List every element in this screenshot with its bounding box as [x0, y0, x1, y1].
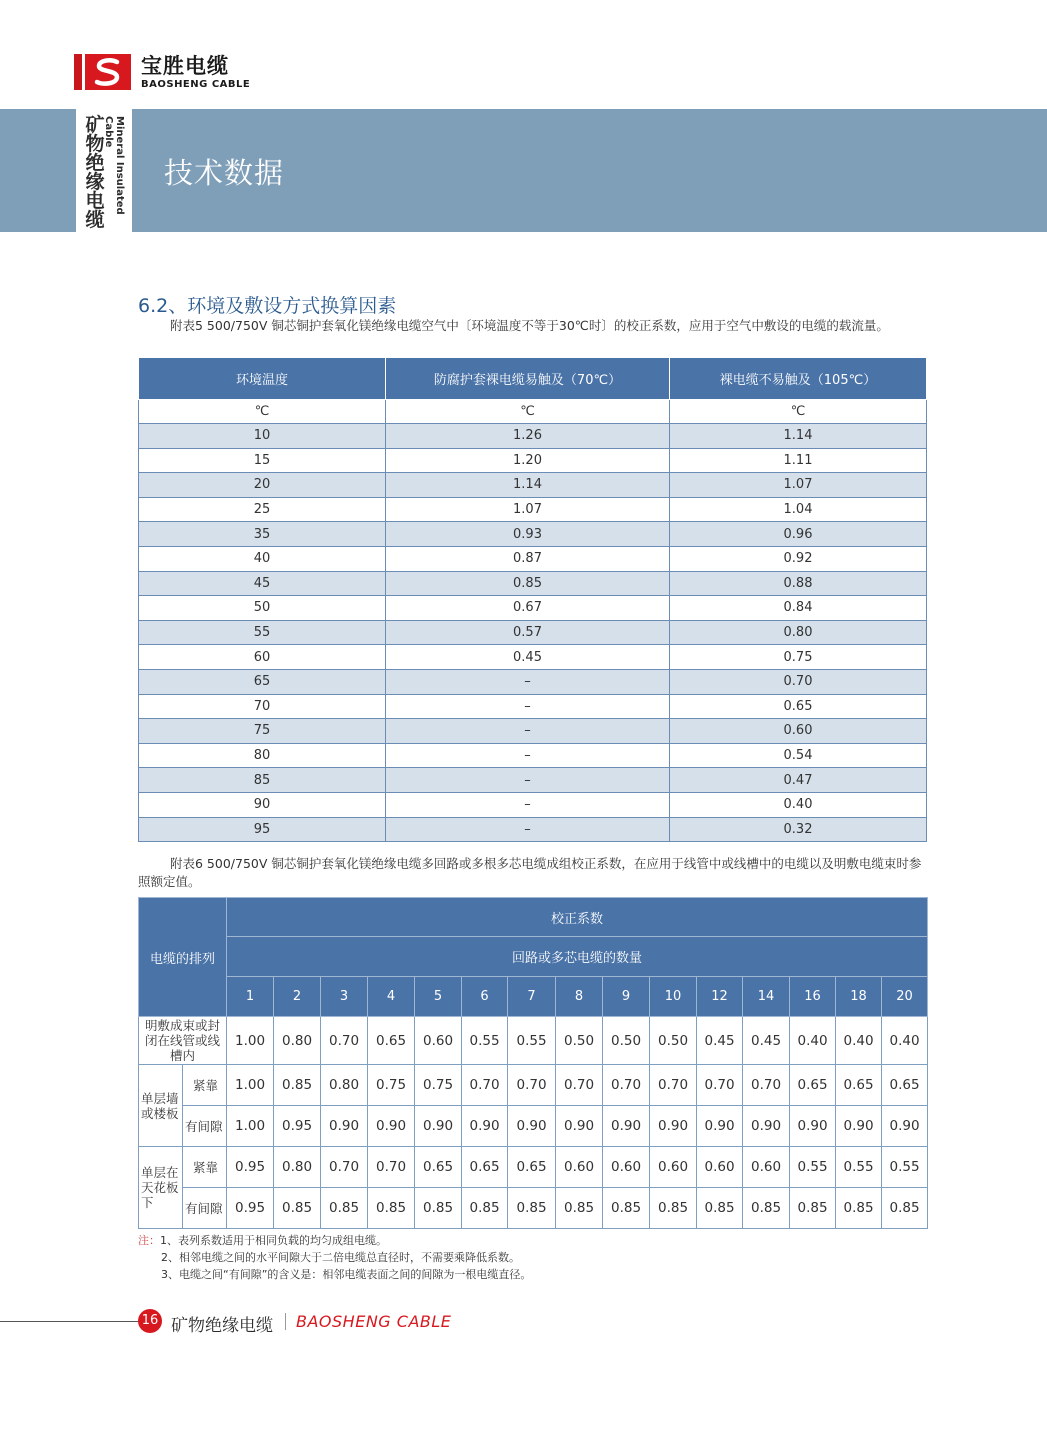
table-row: [139, 424, 927, 449]
table-cell: 1.20: [386, 448, 670, 473]
factor-cell: 0.90: [556, 1106, 603, 1147]
table-row: [139, 792, 927, 817]
table-cell: 0.80: [670, 620, 927, 645]
table-row: [139, 473, 927, 498]
factor-cell: 0.95: [227, 1188, 274, 1229]
table-cell: –: [386, 817, 670, 842]
factor-cell: 0.50: [556, 1017, 603, 1065]
factor-cell: 1.00: [227, 1065, 274, 1106]
factor-cell: 0.70: [462, 1065, 508, 1106]
logo-mark-icon: [85, 54, 131, 90]
factor-cell: 0.80: [321, 1065, 368, 1106]
factor-cell: 0.90: [368, 1106, 415, 1147]
count-cell: 14: [743, 977, 790, 1017]
factor-cell: 0.90: [321, 1106, 368, 1147]
count-cell: 2: [274, 977, 321, 1017]
brand-name-cn: 宝胜电缆: [141, 54, 229, 78]
table-cell: 35: [139, 522, 386, 547]
table-cell: –: [386, 669, 670, 694]
factor-cell: 0.80: [274, 1017, 321, 1065]
table-cell: 0.40: [670, 792, 927, 817]
table-row: [139, 645, 927, 670]
table-cell: 75: [139, 719, 386, 744]
table-cell: 55: [139, 620, 386, 645]
footer-title-en: BAOSHENG CABLE: [296, 1312, 452, 1331]
count-cell: 18: [836, 977, 882, 1017]
factor-cell: 0.85: [368, 1188, 415, 1229]
table-cell: 80: [139, 743, 386, 768]
table-cell: 20: [139, 473, 386, 498]
table-cell: 50: [139, 596, 386, 621]
factor-cell: 0.70: [368, 1147, 415, 1188]
table-cell: 0.87: [386, 546, 670, 571]
sub-label-tight: 紧靠: [183, 1065, 227, 1106]
group-correction-table: [138, 897, 928, 1229]
table-cell: –: [386, 792, 670, 817]
table-cell: 45: [139, 571, 386, 596]
table-cell: 0.70: [670, 669, 927, 694]
footer-title-cn: 矿物绝缘电缆: [171, 1316, 273, 1336]
factor-cell: 0.55: [790, 1147, 836, 1188]
table-cell: 0.45: [386, 645, 670, 670]
table-cell: 0.84: [670, 596, 927, 621]
table-cell: 85: [139, 768, 386, 793]
factor-cell: 0.50: [650, 1017, 697, 1065]
sub-label-tight: 紧靠: [183, 1147, 227, 1188]
factor-cell: 0.65: [790, 1065, 836, 1106]
factor-cell: 0.90: [415, 1106, 462, 1147]
factor-cell: 0.85: [836, 1188, 882, 1229]
temperature-correction-table: [138, 357, 927, 842]
factor-cell: 0.90: [650, 1106, 697, 1147]
count-cell: 10: [650, 977, 697, 1017]
factor-cell: 0.60: [603, 1147, 650, 1188]
count-cell: 6: [462, 977, 508, 1017]
table-cell: 1.14: [670, 424, 927, 449]
table-cell: 1.26: [386, 424, 670, 449]
factor-cell: 0.75: [415, 1065, 462, 1106]
brand-name-en: BAOSHENG CABLE: [141, 79, 251, 90]
factor-cell: 0.85: [508, 1188, 556, 1229]
table-cell: 0.88: [670, 571, 927, 596]
footer-rule: [0, 1321, 140, 1322]
table-cell: 0.54: [670, 743, 927, 768]
table-row: [139, 546, 927, 571]
factor-cell: 0.65: [508, 1147, 556, 1188]
factor-cell: 0.70: [603, 1065, 650, 1106]
table-cell: 0.57: [386, 620, 670, 645]
factor-header: 校正系数: [227, 898, 928, 937]
table-cell: 90: [139, 792, 386, 817]
factor-cell: 0.70: [321, 1017, 368, 1065]
unit-cell: ℃: [386, 400, 670, 424]
table-row: [139, 669, 927, 694]
sub-label-gap: 有间隙: [183, 1188, 227, 1229]
table-row: [139, 620, 927, 645]
table-cell: 40: [139, 546, 386, 571]
row-label-bundled: 明敷成束或封闭在线管或线槽内: [139, 1017, 227, 1065]
factor-cell: 0.45: [697, 1017, 743, 1065]
table-row: [139, 522, 927, 547]
row-label-ceiling: 单层在天花板下: [139, 1147, 183, 1229]
factor-cell: 0.60: [743, 1147, 790, 1188]
factor-cell: 0.90: [603, 1106, 650, 1147]
factor-cell: 0.85: [650, 1188, 697, 1229]
factor-cell: 0.85: [882, 1188, 928, 1229]
factor-cell: 0.85: [790, 1188, 836, 1229]
arrangement-header: 电缆的排列: [139, 898, 227, 1017]
factor-cell: 0.85: [743, 1188, 790, 1229]
factor-cell: 0.80: [274, 1147, 321, 1188]
notes: [138, 1232, 531, 1283]
factor-cell: 0.65: [462, 1147, 508, 1188]
table5-caption: 附表5 500/750V 铜芯铜护套氧化镁绝缘电缆空气中〔环境温度不等于30℃时〕的校正系数，应用于空气中敷设的电缆的载流量。: [170, 318, 889, 333]
side-label-en: Mineral Insulated Cable: [103, 116, 125, 215]
factor-cell: 0.85: [603, 1188, 650, 1229]
table-cell: 1.07: [670, 473, 927, 498]
table-row: [139, 719, 927, 744]
table-cell: 70: [139, 694, 386, 719]
table-cell: 60: [139, 645, 386, 670]
factor-cell: 0.85: [274, 1065, 321, 1106]
count-cell: 3: [321, 977, 368, 1017]
count-cell: 4: [368, 977, 415, 1017]
factor-cell: 0.70: [743, 1065, 790, 1106]
count-cell: 16: [790, 977, 836, 1017]
factor-cell: 0.85: [697, 1188, 743, 1229]
brand-logo: [74, 54, 250, 90]
title-banner: [0, 109, 1047, 232]
factor-cell: 0.70: [508, 1065, 556, 1106]
table-cell: 0.75: [670, 645, 927, 670]
count-cell: 20: [882, 977, 928, 1017]
factor-cell: 0.90: [697, 1106, 743, 1147]
table-row: [139, 497, 927, 522]
count-cell: 5: [415, 977, 462, 1017]
factor-cell: 0.60: [556, 1147, 603, 1188]
table-cell: 15: [139, 448, 386, 473]
factor-cell: 1.00: [227, 1017, 274, 1065]
factor-cell: 0.90: [836, 1106, 882, 1147]
table-cell: 95: [139, 817, 386, 842]
count-cell: 8: [556, 977, 603, 1017]
factor-cell: 0.70: [556, 1065, 603, 1106]
row-label-wall: 单层墙或楼板: [139, 1065, 183, 1147]
factor-cell: 0.90: [508, 1106, 556, 1147]
factor-cell: 0.55: [882, 1147, 928, 1188]
factor-cell: 0.85: [556, 1188, 603, 1229]
factor-cell: 0.55: [836, 1147, 882, 1188]
table-cell: 65: [139, 669, 386, 694]
factor-cell: 0.60: [415, 1017, 462, 1065]
table-cell: 1.07: [386, 497, 670, 522]
factor-cell: 0.40: [882, 1017, 928, 1065]
factor-cell: 0.75: [368, 1065, 415, 1106]
factor-cell: 0.40: [836, 1017, 882, 1065]
seal-stamp: [74, 54, 82, 90]
table-cell: 1.04: [670, 497, 927, 522]
note-item: 3、电缆之间“有间隙”的含义是：相邻电缆表面之间的间隙为一根电缆直径。: [161, 1268, 532, 1281]
count-cell: 9: [603, 977, 650, 1017]
factor-cell: 0.55: [508, 1017, 556, 1065]
factor-cell: 0.95: [274, 1106, 321, 1147]
table-cell: 0.96: [670, 522, 927, 547]
factor-cell: 0.90: [790, 1106, 836, 1147]
factor-cell: 0.85: [321, 1188, 368, 1229]
factor-cell: 0.85: [415, 1188, 462, 1229]
unit-cell: ℃: [670, 400, 927, 424]
section-title: 6.2、环境及敷设方式换算因素: [138, 295, 397, 317]
factor-cell: 0.60: [697, 1147, 743, 1188]
factor-cell: 0.85: [274, 1188, 321, 1229]
sub-label-gap: 有间隙: [183, 1106, 227, 1147]
page-number: 16: [138, 1309, 162, 1333]
factor-cell: 0.45: [743, 1017, 790, 1065]
unit-row: [139, 400, 927, 424]
table-cell: –: [386, 743, 670, 768]
table-row: [139, 448, 927, 473]
factor-cell: 1.00: [227, 1106, 274, 1147]
table-row: [139, 596, 927, 621]
col-header: 裸电缆不易触及（105℃）: [670, 358, 927, 400]
side-label-cn: 矿物绝缘电缆: [85, 114, 105, 231]
factor-cell: 0.95: [227, 1147, 274, 1188]
table-cell: 0.93: [386, 522, 670, 547]
table-cell: –: [386, 768, 670, 793]
factor-cell: 0.40: [790, 1017, 836, 1065]
table-cell: 0.47: [670, 768, 927, 793]
factor-cell: 0.65: [882, 1065, 928, 1106]
table-cell: 0.67: [386, 596, 670, 621]
factor-cell: 0.50: [603, 1017, 650, 1065]
table6-caption: 附表6 500/750V 铜芯铜护套氧化镁绝缘电缆多回路或多根多芯电缆成组校正系数，在应用于线管中或线槽中的电缆以及明敷电缆束时参照额定值。: [138, 856, 922, 889]
factor-cell: 0.60: [650, 1147, 697, 1188]
table-cell: 0.60: [670, 719, 927, 744]
col-header: 防腐护套裸电缆易触及（70℃）: [386, 358, 670, 400]
table-cell: 10: [139, 424, 386, 449]
table-cell: 1.11: [670, 448, 927, 473]
table-row: [139, 571, 927, 596]
factor-cell: 0.90: [462, 1106, 508, 1147]
factor-cell: 0.70: [650, 1065, 697, 1106]
footer-divider: [285, 1313, 286, 1330]
table-cell: –: [386, 719, 670, 744]
notes-label: 注：: [138, 1234, 160, 1247]
note-item: 2、相邻电缆之间的水平间隙大于二倍电缆总直径时，不需要乘降低系数。: [161, 1251, 520, 1264]
count-header: 回路或多芯电缆的数量: [227, 937, 928, 977]
factor-cell: 0.70: [697, 1065, 743, 1106]
table-cell: –: [386, 694, 670, 719]
table-cell: 25: [139, 497, 386, 522]
table-cell: 1.14: [386, 473, 670, 498]
page-title: 技术数据: [164, 156, 285, 190]
factor-cell: 0.85: [462, 1188, 508, 1229]
col-header: 环境温度: [139, 358, 386, 400]
factor-cell: 0.90: [743, 1106, 790, 1147]
factor-cell: 0.65: [368, 1017, 415, 1065]
count-cell: 12: [697, 977, 743, 1017]
table-cell: 0.65: [670, 694, 927, 719]
table-cell: 0.85: [386, 571, 670, 596]
table-row: [139, 768, 927, 793]
table-row: [139, 743, 927, 768]
factor-cell: 0.65: [836, 1065, 882, 1106]
count-cell: 1: [227, 977, 274, 1017]
note-item: 1、表列系数适用于相同负载的均匀成组电缆。: [160, 1234, 387, 1247]
table-cell: 0.32: [670, 817, 927, 842]
factor-cell: 0.65: [415, 1147, 462, 1188]
table-row: [139, 817, 927, 842]
factor-cell: 0.70: [321, 1147, 368, 1188]
count-cell: 7: [508, 977, 556, 1017]
unit-cell: ℃: [139, 400, 386, 424]
factor-cell: 0.55: [462, 1017, 508, 1065]
table-cell: 0.92: [670, 546, 927, 571]
factor-cell: 0.90: [882, 1106, 928, 1147]
table-row: [139, 694, 927, 719]
